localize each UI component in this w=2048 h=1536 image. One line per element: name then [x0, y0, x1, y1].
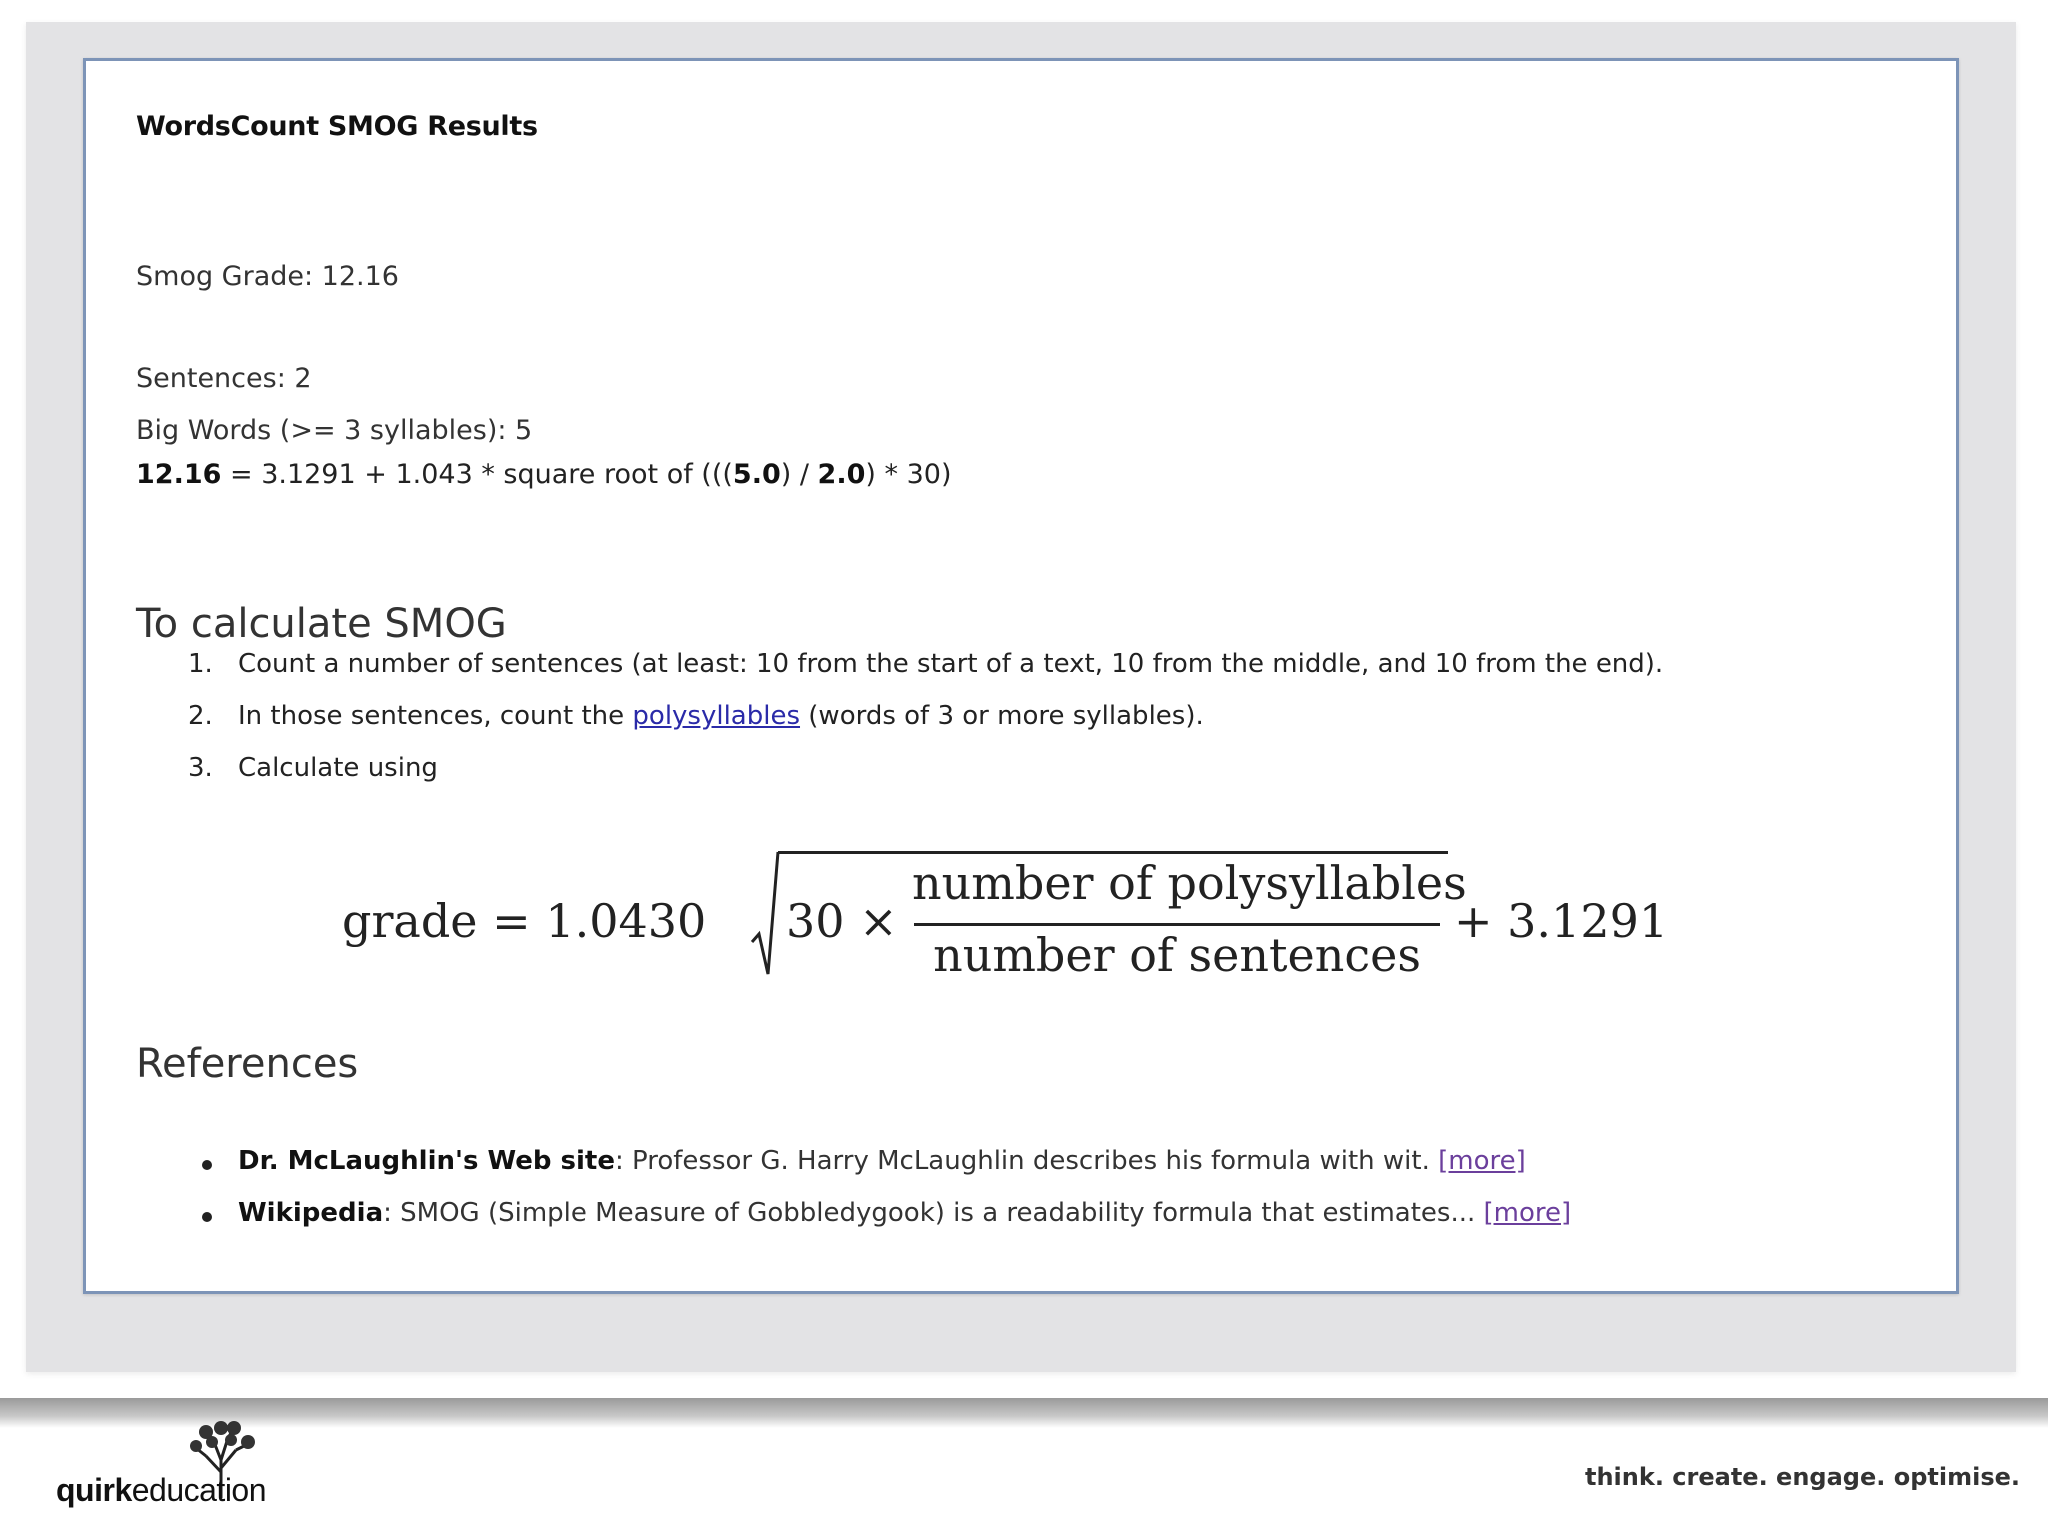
footer-tagline: think. create. engage. optimise. — [1584, 1463, 2020, 1491]
formula-lhs: grade = 1.0430 — [342, 894, 707, 948]
bullet-icon — [202, 1160, 212, 1170]
quirk-education-logo — [56, 1420, 276, 1520]
equation-part2: ) / — [780, 459, 818, 490]
step-text — [238, 701, 1204, 731]
results-title: WordsCount SMOG Results — [136, 111, 538, 142]
step-text: Calculate using — [238, 753, 438, 783]
equation-part1: = 3.1291 + 1.043 * square root of ((( — [221, 459, 733, 490]
equation-polysyllables: 5.0 — [732, 459, 781, 490]
step-text-pre: In those sentences, count the — [238, 701, 633, 731]
footer-bar — [0, 1398, 2048, 1428]
reference-text — [238, 1198, 1571, 1228]
radical-sign — [750, 850, 780, 980]
reference-description: : SMOG (Simple Measure of Gobbledygook) is a readability formula that estimates... — [383, 1198, 1484, 1228]
reference-source: Wikipedia — [238, 1198, 384, 1228]
reference-source: Dr. McLaughlin's Web site — [238, 1146, 615, 1176]
calculate-heading: To calculate SMOG — [136, 601, 507, 647]
formula-inside: 30 × — [786, 894, 898, 948]
step-number: 1. — [188, 649, 213, 679]
references-heading: References — [136, 1041, 359, 1087]
smog-grade: Smog Grade: 12.16 — [136, 261, 399, 292]
more-link[interactable]: [more] — [1438, 1146, 1526, 1176]
smog-equation — [136, 459, 951, 490]
big-words-count: Big Words (>= 3 syllables): 5 — [136, 415, 533, 446]
equation-sentences: 2.0 — [817, 459, 866, 490]
formula-denominator: number of sentences — [933, 928, 1421, 982]
step-text: Count a number of sentences (at least: 10 from the start of a text, 10 from the middle, and 10 from the end). — [238, 649, 1664, 679]
step-number: 3. — [188, 753, 213, 783]
formula-numerator: number of polysyllables — [912, 856, 1467, 910]
sentences-count: Sentences: 2 — [136, 363, 312, 394]
step-number: 2. — [188, 701, 213, 731]
formula-rhs: + 3.1291 — [1454, 894, 1669, 948]
polysyllables-link[interactable]: polysyllables — [632, 701, 801, 731]
radical-bar — [778, 851, 1448, 854]
logo-bold: quirk — [56, 1472, 132, 1508]
fraction-bar — [914, 923, 1440, 926]
equation-part3: ) * 30) — [865, 459, 952, 490]
reference-text — [238, 1146, 1526, 1176]
bullet-icon — [202, 1212, 212, 1222]
results-panel — [83, 58, 1959, 1294]
logo-light: education — [131, 1472, 267, 1508]
reference-description: : Professor G. Harry McLaughlin describes his formula with wit. — [614, 1146, 1439, 1176]
equation-result: 12.16 — [136, 459, 222, 490]
step-text-post: (words of 3 or more syllables). — [800, 701, 1204, 731]
more-link[interactable]: [more] — [1483, 1198, 1572, 1228]
logo-wordmark — [56, 1472, 266, 1509]
